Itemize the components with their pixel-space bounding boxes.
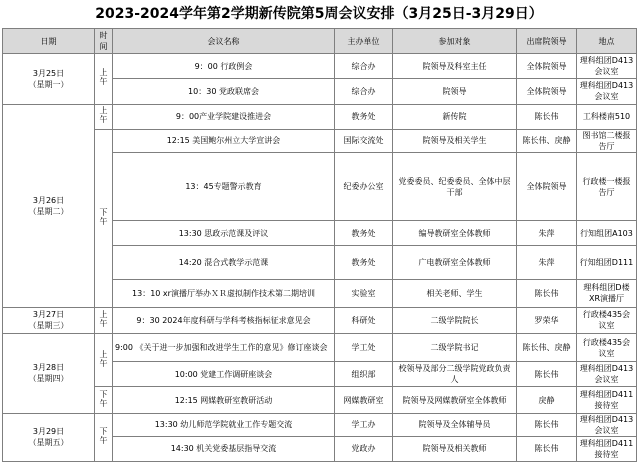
location: 理科组团D413会议室: [577, 79, 637, 104]
header-date: 日期: [3, 29, 95, 54]
meeting-name: 10:00 党建工作调研座谈会: [113, 362, 335, 387]
weekday-label: （星期四）: [28, 374, 69, 384]
host-unit: 综合办: [335, 54, 393, 79]
leader: 全体院领导: [517, 79, 577, 104]
host-unit: 科研处: [335, 307, 393, 333]
period-cell: [95, 54, 113, 104]
attendees: 院领导及科室主任: [393, 54, 517, 79]
date-label: 3月25日: [32, 68, 65, 78]
meeting-name: 12:15 网媒教研室教研活动: [113, 387, 335, 413]
location: 行政楼一楼报告厅: [577, 152, 637, 220]
weekday-label: （星期一）: [28, 79, 69, 89]
table-row: [3, 413, 637, 436]
location: 理科组团D楼XR演播厅: [577, 279, 637, 307]
host-unit: 国际交流处: [335, 129, 393, 152]
location: 理科组团D411接待室: [577, 387, 637, 413]
date-label: 3月27日: [32, 310, 65, 320]
period-cell: [95, 387, 113, 413]
header-time: 时间: [95, 29, 113, 54]
weekday-label: （星期二）: [28, 206, 69, 216]
date-label: 3月29日: [32, 427, 65, 437]
meeting-name: 13：45专题警示教育: [113, 152, 335, 220]
attendees: 二级学院院长: [393, 307, 517, 333]
host-unit: 综合办: [335, 79, 393, 104]
date-label: 3月28日: [32, 363, 65, 373]
leader: 戾静: [517, 387, 577, 413]
period-cell: [95, 104, 113, 129]
leader: 陈长伟: [517, 413, 577, 436]
attendees: 院领导及网媒教研室全体教师: [393, 387, 517, 413]
host-unit: 学工处: [335, 334, 393, 362]
page-title: 2023-2024学年第2学期新传院第5周会议安排（3月25日-3月29日）: [95, 6, 543, 22]
host-unit: 学工办: [335, 413, 393, 436]
leader: 陈长伟: [517, 279, 577, 307]
table-row: [3, 54, 637, 79]
attendees: 校领导及部分二级学院党政负责人: [393, 362, 517, 387]
leader: 罗荣华: [517, 307, 577, 333]
attendees: 广电教研室全体教师: [393, 246, 517, 279]
attendees: 新传院: [393, 104, 517, 129]
header-leader: 出席院领导: [517, 29, 577, 54]
location: 行知组团A103: [577, 221, 637, 246]
meeting-name: 9:00 《关于进一步加强和改进学生工作的意见》修订座谈会: [113, 334, 335, 362]
attendees: 党委委员、纪委委员、全体中层干部: [393, 152, 517, 220]
period-cell: [95, 334, 113, 387]
period-label: 上午: [99, 349, 108, 368]
leader: 全体院领导: [517, 54, 577, 79]
meeting-name: 13:30 幼儿师范学院就业工作专题交流: [113, 413, 335, 436]
host-unit: 教务处: [335, 221, 393, 246]
period-label: 上午: [99, 106, 108, 125]
leader: 全体院领导: [517, 152, 577, 220]
table-row: [3, 129, 637, 152]
attendees: 编导教研室全体教师: [393, 221, 517, 246]
host-unit: 组织部: [335, 362, 393, 387]
meeting-name: 9：00 行政例会: [113, 54, 335, 79]
date-cell: [3, 54, 95, 104]
location: 图书馆二楼报告厅: [577, 129, 637, 152]
schedule-table: [2, 28, 637, 462]
table-header-row: [3, 29, 637, 54]
period-cell: [95, 307, 113, 333]
table-row: [3, 334, 637, 362]
attendees: 院领导及相关学生: [393, 129, 517, 152]
attendees: 相关老师、学生: [393, 279, 517, 307]
header-location: 地点: [577, 29, 637, 54]
period-cell: [95, 413, 113, 461]
location: 行政楼435会议室: [577, 334, 637, 362]
table-row: [3, 104, 637, 129]
date-label: 3月26日: [32, 195, 65, 205]
host-unit: 教务处: [335, 104, 393, 129]
period-label: 上午: [99, 309, 108, 328]
location: 理科组团D413会议室: [577, 413, 637, 436]
location: 行政楼435会议室: [577, 307, 637, 333]
leader: 陈长伟: [517, 104, 577, 129]
meeting-name: 9：00产业学院建设推进会: [113, 104, 335, 129]
leader: 陈长伟、戾静: [517, 129, 577, 152]
host-unit: 实验室: [335, 279, 393, 307]
location: 理科组团D411接待室: [577, 436, 637, 461]
table-row: [3, 387, 637, 413]
meeting-name: 13:30 思政示范课及评议: [113, 221, 335, 246]
location: 理科组团D413会议室: [577, 362, 637, 387]
host-unit: 网媒教研室: [335, 387, 393, 413]
weekday-label: （星期五）: [28, 438, 69, 448]
location: 工科楼南510: [577, 104, 637, 129]
leader: 陈长伟: [517, 362, 577, 387]
leader: 陈长伟: [517, 436, 577, 461]
header-meeting-name: 会议名称: [113, 29, 335, 54]
meeting-name: 13：10 xr演播厅举办ＸＲ虚拟制作技术第二期培训: [113, 279, 335, 307]
date-cell: [3, 413, 95, 461]
attendees: 二级学院书记: [393, 334, 517, 362]
date-cell: [3, 334, 95, 414]
attendees: 院领导: [393, 79, 517, 104]
attendees: 院领导及相关教师: [393, 436, 517, 461]
host-unit: 教务处: [335, 246, 393, 279]
period-cell: [95, 129, 113, 307]
attendees: 院领导及全体辅导员: [393, 413, 517, 436]
meeting-name: 14:20 混合式教学示范课: [113, 246, 335, 279]
host-unit: 党政办: [335, 436, 393, 461]
period-label: 下午: [99, 426, 108, 445]
leader: 陈长伟、戾静: [517, 334, 577, 362]
period-label: 上午: [99, 68, 108, 87]
location: 行知组团D111: [577, 246, 637, 279]
meeting-name: 14:30 机关党委基层指导交流: [113, 436, 335, 461]
leader: 朱萍: [517, 246, 577, 279]
leader: 朱萍: [517, 221, 577, 246]
date-cell: [3, 104, 95, 307]
header-attendees: 参加对象: [393, 29, 517, 54]
meeting-name: 12:15 美国鲍尔州立大学宣讲会: [113, 129, 335, 152]
location: 理科组团D413会议室: [577, 54, 637, 79]
period-label: 下午: [99, 207, 108, 226]
date-cell: [3, 307, 95, 333]
meeting-name: 9：30 2024年度科研与学科考核指标征求意见会: [113, 307, 335, 333]
header-host: 主办单位: [335, 29, 393, 54]
weekday-label: （星期三）: [28, 321, 69, 331]
period-label: 下午: [99, 389, 108, 408]
table-row: [3, 307, 637, 333]
host-unit: 纪委办公室: [335, 152, 393, 220]
meeting-name: 10：30 党政联席会: [113, 79, 335, 104]
